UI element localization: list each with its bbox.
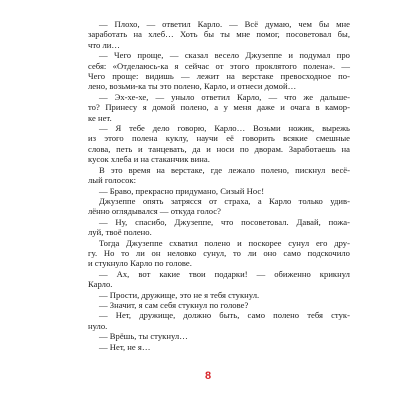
text-line: что ли… [88, 39, 121, 50]
text-line: Чего проще: видишь — лежит на верстаке превосходное по- [88, 71, 350, 82]
text-line: В это время на верстаке, где лежало полено, пискнул весё- [99, 164, 350, 175]
text-line: — Нет, дружище, должно быть, само полено тебя стук- [99, 310, 350, 321]
text-line: — Я тебе дело говорю, Карло… Возьми ножик, вырежь [99, 123, 350, 134]
text-line: — Прости, дружище, это не я тебя стукнул. [99, 289, 260, 300]
text-line: — Нет, не я… [99, 341, 151, 352]
text-line: — Чего проще, — сказал весело Джузеппе и подумал про [99, 50, 350, 61]
text-line: — Ну, спасибо, Джузеппе, что посоветовал. Давай, пожа- [99, 216, 350, 227]
page-text [88, 19, 350, 352]
text-line: Тогда Джузеппе схватил полено и поскорее сунул его дру- [99, 237, 350, 248]
text-line: — Врёшь, ты стукнул… [99, 331, 188, 342]
text-line: — Эх-хе-хе, — уныло ответил Карло, — что же дальше- [99, 91, 350, 102]
text-line: лённо оглядывался — откуда голос? [88, 206, 221, 217]
text-line: гу. Но то ли он неловко сунул, то ли оно само подскочило [88, 247, 350, 258]
text-line: слова, петь и танцевать, да и носи по дворам. Заработаешь на [88, 143, 350, 154]
text-line: лено, возьми-ка ты это полено, Карло, и отнеси домой… [88, 81, 297, 92]
text-line: кусок хлеба и на стаканчик вина. [88, 154, 210, 165]
text-line: — Ах, вот какие твои подарки! — обиженно крикнул [99, 268, 350, 279]
text-line: и стукнуло Карло по голове. [88, 258, 192, 269]
page-number: 8 [204, 370, 212, 382]
text-line: Джузеппе опять затрясся от страха, а Карло только удив- [99, 195, 350, 206]
text-line: себя: «Отделаюсь-ка я сейчас от этого проклятого полена». — [88, 60, 350, 71]
text-line: то? Принесу я домой полено, а у меня даже и очага в камор- [88, 102, 350, 113]
text-line: ке нет. [88, 112, 112, 123]
text-line: Карло. [88, 279, 113, 290]
text-line: луй, твоё полено. [88, 227, 152, 238]
text-line: — Значит, я сам себя стукнул по голове? [99, 299, 249, 310]
text-line: — Браво, прекрасно придумано, Сизый Нос! [99, 185, 265, 196]
text-line: из этого полена куклу, научи её говорить всякие смешные [88, 133, 350, 144]
text-line: — Плохо, — ответил Карло. — Всё думаю, чем бы мне [99, 19, 350, 29]
text-line: нуло. [88, 320, 108, 331]
text-line: лый голосок: [88, 175, 137, 186]
text-line: заработать на хлеб… Хоть бы ты мне помог, посоветовал бы, [88, 29, 350, 40]
